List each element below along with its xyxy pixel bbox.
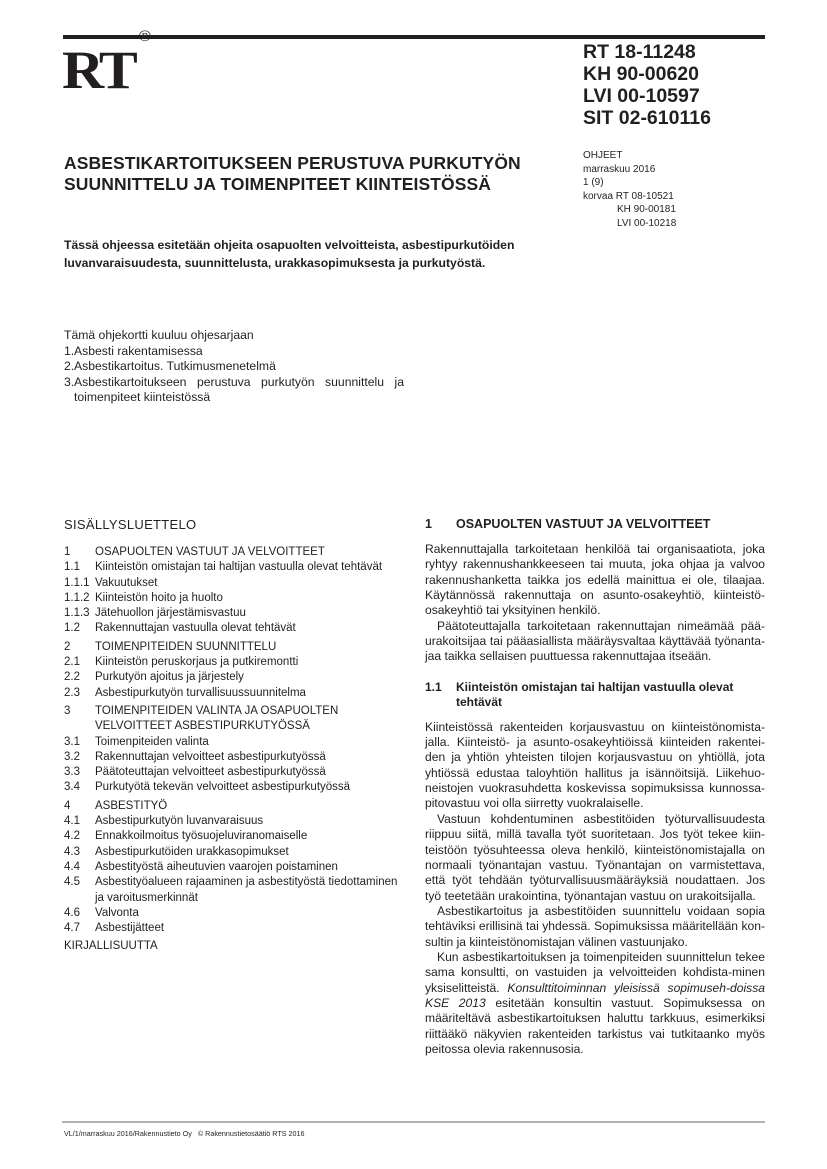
- code-sit: SIT 02-610116: [583, 107, 711, 129]
- toc-row[interactable]: 1.2 Rakennuttajan vastuulla olevat tehtävät: [64, 622, 296, 635]
- code-kh: KH 90-00620: [583, 63, 699, 85]
- toc-row[interactable]: 4.3 Asbestipurkutöiden urakkasopimukset: [64, 845, 289, 858]
- footer-rule: [62, 1121, 765, 1123]
- section-1: [425, 517, 765, 1057]
- toc-row[interactable]: 3.4 Purkutyötä tekevän velvoitteet asbestipurkutyössä: [64, 781, 351, 794]
- page-title: [64, 153, 564, 195]
- footer-publisher: VL/1/marraskuu 2016/Rakennustieto Oy: [64, 1129, 192, 1138]
- header-rule: [63, 35, 765, 39]
- toc-title: SISÄLLYSLUETTELO: [64, 517, 197, 532]
- paragraph: Kun asbestikartoituksen ja toimenpiteiden suunnittelun tekee sama konsultti, on vastuiden ja velvoitteiden kohdista-minen yksiselitteistä. Konsulttitoiminnan yleisissä sopimuseh-doissa KSE 2013 esitetään konsultin vastuut. Sopimuksessa on määriteltävä asbestikartoituksen haluttu tarkkuus, esimerkiksi riittääkö näkyvien rakenteiden tarkistus vai tutkitaanko myös peitossa olevia rakennusosia.: [425, 949, 765, 1056]
- title-line-2: SUUNNITTELU JA TOIMENPITEET KIINTEISTÖSSÄ: [64, 174, 492, 194]
- paragraph: Päätoteuttajalla tarkoitetaan rakennuttajan nimeämää pää-urakoitsijaa tai pääasiallista määräysvaltaa käyttävää työnanta-jaa taikka sellaisen puuttuessa rakennuttajaa itseään.: [425, 618, 765, 664]
- code-lvi: LVI 00-10597: [583, 85, 700, 107]
- section-heading: 1 OSAPUOLTEN VASTUUT JA VELVOITTEET: [425, 517, 711, 531]
- series-item: 3. Asbestikartoitukseen perustuva purkutyön suunnittelu ja toimenpiteet kiinteistössä: [64, 374, 404, 404]
- toc-row[interactable]: 2.1 Kiinteistön peruskorjaus ja putkiremontti: [64, 656, 299, 669]
- toc-row[interactable]: 4.1 Asbestipurkutyön luvanvaraisuus: [64, 815, 264, 828]
- paragraph: Vastuun kohdentuminen asbestitöiden työturvallisuudesta riippuu siitä, millä tavalla työt suoritetaan. Jos työt tekee kiin-teistöön työsuhteessa oleva henkilö, kiinteistönomistajalla on normaali työnantajan vastuu. Työnantajan on varmistettava, että työt tehdään työturvallisuusmääräyksiä noudattaen. Jos työ teetetään urakointina, työnantajan vastuu on urakoitsijalla.: [425, 811, 765, 903]
- footer-copyright: © Rakennustietosäätiö RTS 2016: [197, 1129, 305, 1138]
- series-info: [64, 328, 404, 406]
- toc-row[interactable]: 3.2 Rakennuttajan velvoitteet asbestipurkutyössä: [64, 750, 326, 763]
- toc-row[interactable]: 1.1 Kiinteistön omistajan tai haltijan vastuulla olevat tehtävät: [64, 561, 383, 574]
- series-item: 2. Asbestikartoitus. Tutkimusmenetelmä: [64, 359, 276, 373]
- toc-row[interactable]: 4.4 Asbestityöstä aiheutuvien vaarojen poistaminen: [64, 860, 338, 873]
- toc-bibliography[interactable]: KIRJALLISUUTTA: [64, 940, 158, 953]
- registered-mark-icon: ®: [138, 28, 151, 45]
- logo-text: RT: [62, 40, 135, 100]
- toc-row[interactable]: 3.1 Toimenpiteiden valinta: [64, 735, 209, 748]
- paragraph: Asbestikartoitus ja asbestitöiden suunnittelu voidaan sopia tehtäviksi erillisinä tai yhdessä. Sopimuksissa määritellään kon-sultin ja kiinteistönomistajan välinen vastuunjako.: [425, 903, 765, 949]
- toc-row[interactable]: 3 TOIMENPITEIDEN VALINTA JA OSAPUOLTEN VELVOITTEET ASBESTIPURKUTYÖSSÄ: [64, 704, 339, 733]
- paragraph: Kiinteistössä rakenteiden korjausvastuu on kiinteistönomista-jalla. Kiinteistö- ja asunto-osakeyhtiöissä kiinteiden rakentei-den ja yhtiön yhteisten tilojen korjausvastuu on yhtiöllä, jota yhtiössä edustaa taloyhtiön hallitus ja isännöitsijä. Liikehuo-neistojen vuokrasuhdetta koskevissa sopimuksissa kunnossa-pitovastuu voi olla siirretty vuokralaiselle.: [425, 719, 765, 811]
- toc-row[interactable]: 4 ASBESTITYÖ: [64, 799, 168, 812]
- replaces: korvaa RT 08-10521: [583, 190, 674, 202]
- subsection-heading: 1.1 Kiinteistön omistajan tai haltijan vastuulla olevat tehtävät: [425, 679, 734, 710]
- toc-row[interactable]: 1.1.1 Vakuutukset: [64, 576, 158, 589]
- lead-paragraph: Tässä ohjeessa esitetään ohjeita osapuolten velvoitteista, asbestipurkutöiden luvanvaraisuudesta, suunnittelusta, urakkasopimuksesta ja purkutyöstä.: [64, 238, 515, 270]
- code-rt: RT 18-11248: [583, 41, 696, 63]
- toc-row[interactable]: 1 OSAPUOLTEN VASTUUT JA VELVOITTEET: [64, 546, 325, 558]
- page-count: 1 (9): [583, 177, 604, 188]
- toc-row[interactable]: 1.1.3 Jätehuollon järjestämisvastuu: [64, 607, 246, 620]
- document-meta: [583, 149, 676, 230]
- toc-row[interactable]: 4.7 Asbestijätteet: [64, 922, 165, 935]
- series-item: 1. Asbesti rakentamisessa: [64, 343, 203, 358]
- toc-row[interactable]: 3.3 Päätoteuttajan velvoitteet asbestipurkutyössä: [64, 766, 326, 779]
- kse-reference: Konsulttitoiminnan yleisissä sopimuseh-doissa KSE 2013: [425, 980, 765, 1010]
- toc-row[interactable]: 2.2 Purkutyön ajoitus ja järjestely: [64, 671, 244, 684]
- replaces-kh: KH 90-00181: [617, 204, 676, 215]
- toc-row[interactable]: 4.6 Valvonta: [64, 906, 139, 919]
- toc-row[interactable]: 4.5 Asbestityöalueen rajaaminen ja asbestityöstä tiedottaminen ja varoitusmerkinnät: [64, 876, 398, 904]
- table-of-contents: [64, 545, 409, 955]
- paragraph: Rakennuttajalla tarkoitetaan henkilöä tai organisaatiota, joka ryhtyy rakennushankkeeseen tai muuta, joka ohjaa ja valvoo rakennushanketta taikka jos edellä mainittua ei ole, tilaajaa. Käytännössä rakennuttaja on asunto-osakeyhtiö, kiinteistö-osakeyhtiö tai yksityinen henkilö.: [425, 542, 765, 618]
- toc-row[interactable]: 1.1.2 Kiinteistön hoito ja huolto: [64, 591, 223, 604]
- toc-row[interactable]: 2.3 Asbestipurkutyön turvallisuussuunnitelma: [64, 686, 306, 699]
- doc-date: marraskuu 2016: [583, 163, 656, 175]
- rt-logo: [62, 28, 151, 100]
- title-line-1: ASBESTIKARTOITUKSEEN PERUSTUVA PURKUTYÖN: [64, 153, 521, 173]
- document-codes: [583, 41, 711, 129]
- replaces-lvi: LVI 00-10218: [617, 217, 677, 229]
- series-intro: Tämä ohjekortti kuuluu ohjesarjaan: [64, 328, 254, 342]
- toc-row[interactable]: 2 TOIMENPITEIDEN SUUNNITTELU: [64, 640, 277, 653]
- doc-type: OHJEET: [583, 150, 623, 161]
- footer: [64, 1129, 305, 1138]
- toc-row[interactable]: 4.2 Ennakkoilmoitus työsuojeluviranomaiselle: [64, 830, 308, 843]
